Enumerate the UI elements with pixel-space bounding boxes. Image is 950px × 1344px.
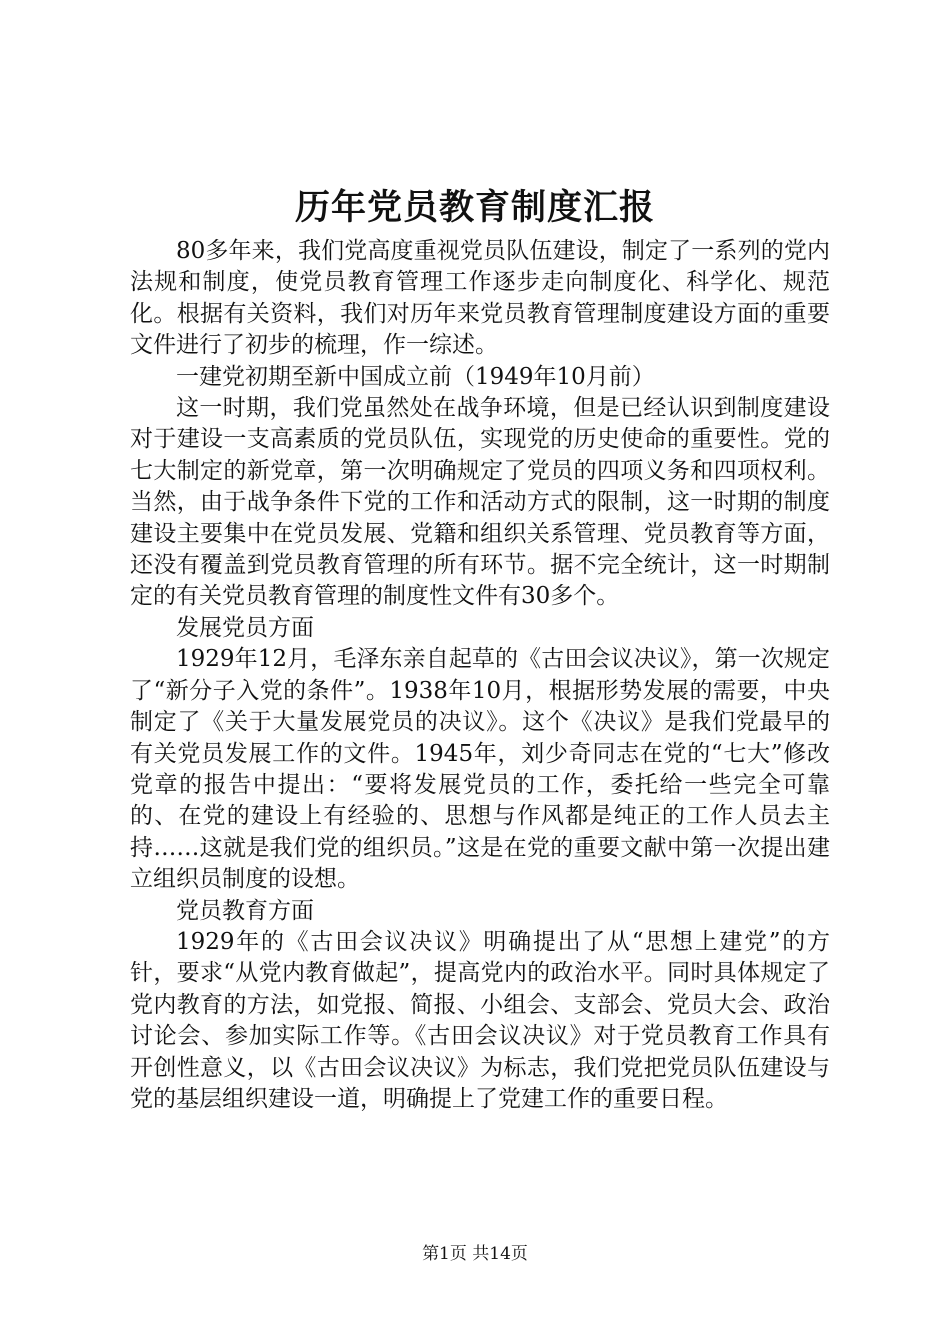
subheading-member-development: 发展党员方面 xyxy=(176,614,314,641)
page-number-footer: 第1页 共14页 xyxy=(422,1244,528,1264)
member-education-paragraph: 1929年的《古田会议决议》明确提出了从“思想上建党”的方针，要求“从党内教育做起”，提高党内的政治水平。同时具体规定了党内教育的方法，如党报、简报、小组会、支部会、党员大会、政治讨论会、参加实际工作等。《古田会议决议》对于党员教育工作具有开创性意义，以《古田会议决议》为标志，我们党把党员队伍建设与党的基层组织建设一道，明确提上了党建工作的重要日程。 xyxy=(130,928,830,1112)
section-heading-early-period: 一建党初期至新中国成立前（1949年10月前） xyxy=(176,363,655,390)
member-development-paragraph: 1929年12月，毛泽东亲自起草的《古田会议决议》，第一次规定了“新分子入党的条件”。1938年10月，根据形势发展的需要，中央制定了《关于大量发展党员的决议》。这个《决议》是我们党最早的有关党员发展工作的文件。1945年，刘少奇同志在党的“七大”修改党章的报告中提出：“要将发展党员的工作，委托给一些完全可靠的、在党的建设上有经验的、思想与作风都是纯正的工作人员去主持……这就是我们党的组织员。”这是在党的重要文献中第一次提出建立组织员制度的设想。 xyxy=(130,646,830,893)
subheading-member-education: 党员教育方面 xyxy=(176,897,314,924)
document-title: 历年党员教育制度汇报 xyxy=(294,187,655,228)
intro-paragraph: 80多年来，我们党高度重视党员队伍建设，制定了一系列的党内法规和制度，使党员教育管理工作逐步走向制度化、科学化、规范化。根据有关资料，我们对历年来党员教育管理制度建设方面的重要文件进行了初步的梳理，作一综述。 xyxy=(130,238,830,359)
early-period-paragraph: 这一时期，我们党虽然处在战争环境，但是已经认识到制度建设对于建设一支高素质的党员队伍，实现党的历史使命的重要性。党的七大制定的新党章，第一次明确规定了党员的四项义务和四项权利。当然，由于战争条件下党的工作和活动方式的限制，这一时期的制度建设主要集中在党员发展、党籍和组织关系管理、党员教育等方面，还没有覆盖到党员教育管理的所有环节。据不完全统计，这一时期制定的有关党员教育管理的制度性文件有30多个。 xyxy=(130,395,830,610)
document-body xyxy=(130,236,830,1115)
